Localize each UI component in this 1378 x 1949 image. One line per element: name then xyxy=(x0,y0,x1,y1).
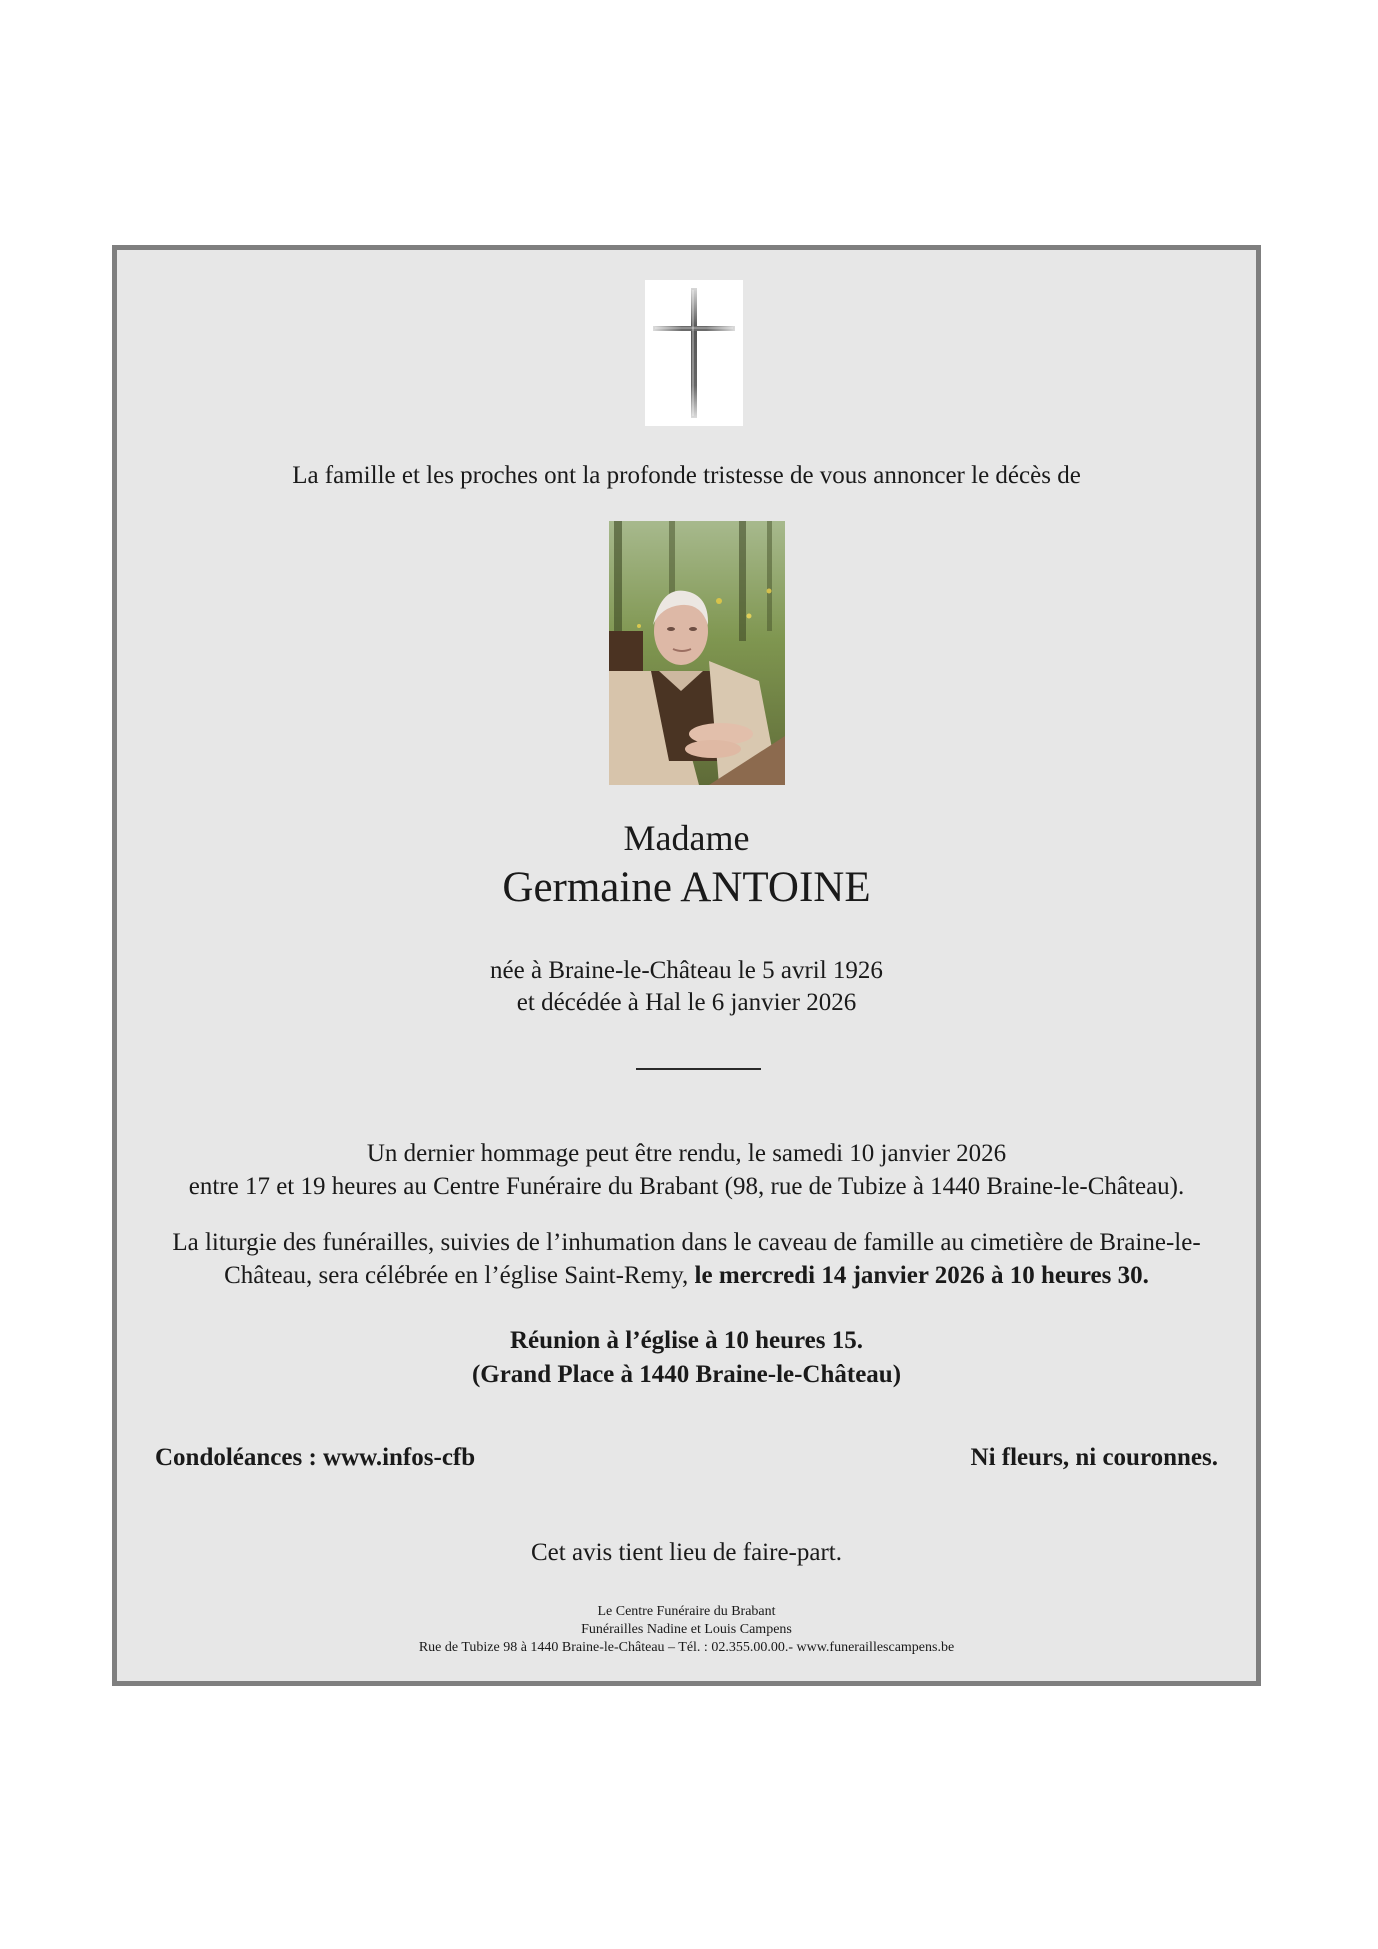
liturgy-line-2-text: Château, sera célébrée en l’église Saint-Remy, xyxy=(224,1262,689,1289)
footer-line-2: Funérailles Nadine et Louis Campens xyxy=(581,1622,792,1637)
tribute-line-2: entre 17 et 19 heures au Centre Funéraire du Brabant (98, rue de Tubize à 1440 Braine-le-Château). xyxy=(188,1173,1185,1200)
tribute-line-1: Un dernier hommage peut être rendu, le samedi 10 janvier 2026 xyxy=(366,1140,1007,1167)
liturgy-line-2 xyxy=(117,1259,1256,1292)
footer-line-3: Rue de Tubize 98 à 1440 Braine-le-Château – Tél. : 02.355.00.00.- www.funeraillescampens.be xyxy=(418,1640,955,1655)
notice-text: Cet avis tient lieu de faire-part. xyxy=(531,1539,842,1566)
liturgy-datetime: le mercredi 14 janvier 2026 à 10 heures 30. xyxy=(694,1262,1149,1289)
footer-line-1: Le Centre Funéraire du Brabant xyxy=(597,1604,776,1619)
salutation: Madame xyxy=(623,818,750,858)
cross-image xyxy=(645,280,743,426)
death-line: et décédée à Hal le 6 janvier 2026 xyxy=(516,989,857,1016)
birth-line: née à Braine-le-Château le 5 avril 1926 xyxy=(490,957,883,984)
separator-line xyxy=(636,1068,761,1070)
funeral-home-footer xyxy=(117,1603,1256,1657)
tribute-paragraph xyxy=(117,1137,1256,1203)
life-dates xyxy=(117,955,1256,1019)
cross-icon xyxy=(645,280,743,426)
liturgy-paragraph xyxy=(117,1226,1256,1292)
condolences-link[interactable]: Condoléances : www.infos-cfb xyxy=(155,1444,476,1471)
no-flowers-note: Ni fleurs, ni couronnes. xyxy=(970,1444,1218,1471)
portrait-photo xyxy=(609,521,785,785)
meeting-info xyxy=(117,1324,1256,1392)
death-notice-card xyxy=(112,245,1261,1686)
intro-text: La famille et les proches ont la profonde tristesse de vous annoncer le décès de xyxy=(292,462,1081,489)
deceased-name: Germaine ANTOINE xyxy=(502,864,871,911)
liturgy-line-1: La liturgie des funérailles, suivies de l’inhumation dans le caveau de famille au cimetière de Braine-le- xyxy=(172,1229,1201,1256)
meeting-line-1: Réunion à l’église à 10 heures 15. xyxy=(509,1327,863,1354)
meeting-line-2: (Grand Place à 1440 Braine-le-Château) xyxy=(471,1361,902,1388)
